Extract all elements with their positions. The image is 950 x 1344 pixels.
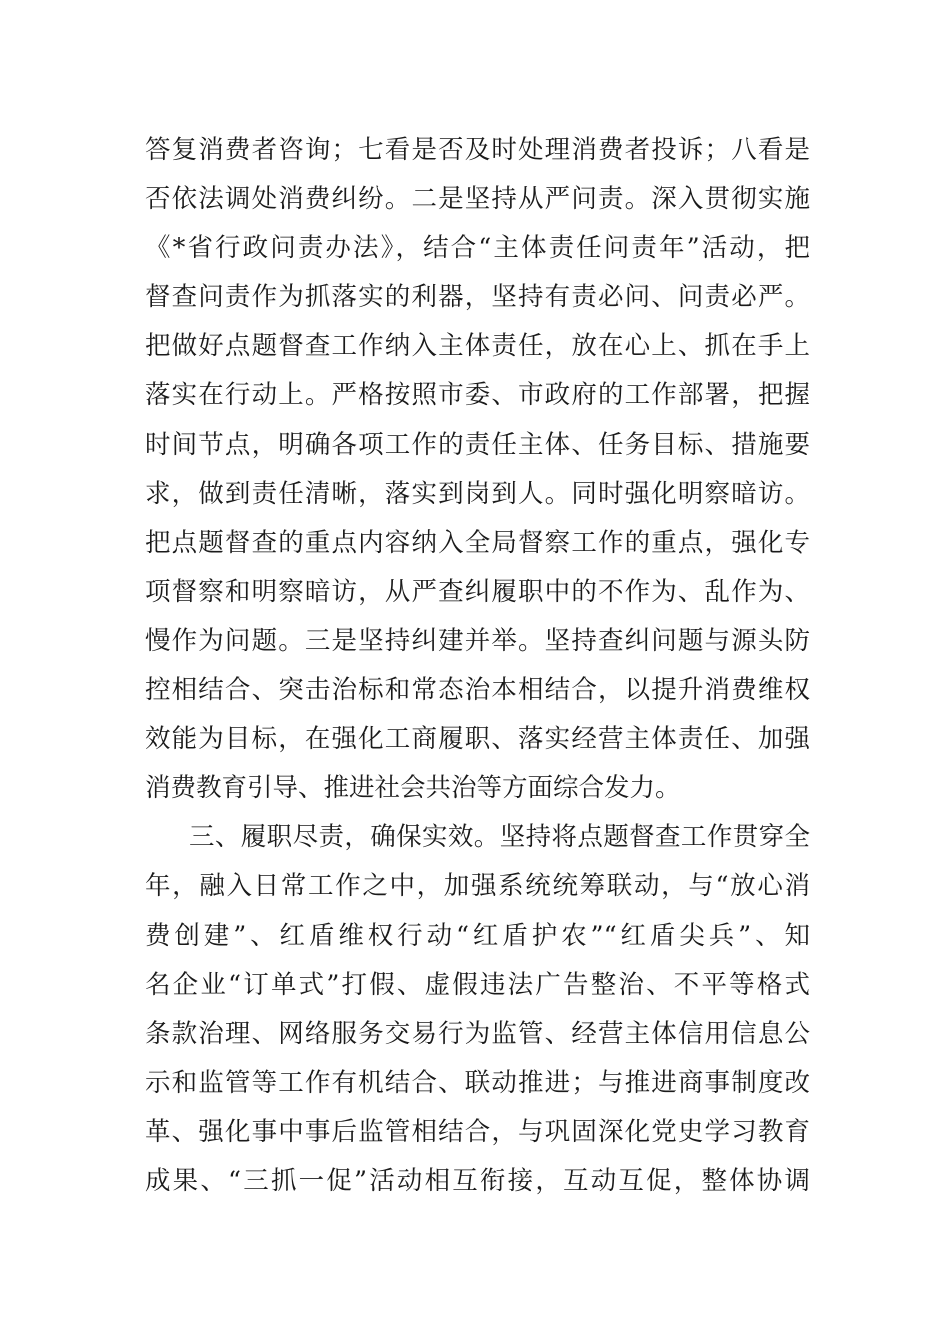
text-line: 成果、“三抓一促”活动相互衔接，互动互促，整体协调 [145, 1165, 810, 1196]
text-line: 示和监管等工作有机结合、联动推进；与推进商事制度改 [145, 1067, 810, 1098]
text-line: 督查问责作为抓落实的利器，坚持有责必问、问责必严。 [145, 282, 810, 313]
text-line: 效能为目标，在强化工商履职、落实经营主体责任、加强 [145, 724, 810, 755]
text-line: 《*省行政问责办法》，结合“主体责任问责年”活动，把 [145, 233, 810, 264]
text-line: 把做好点题督查工作纳入主体责任，放在心上、抓在手上 [145, 331, 810, 362]
body-text [145, 126, 810, 1206]
text-line: 项督察和明察暗访，从严查纠履职中的不作为、乱作为、 [145, 576, 810, 607]
text-line: 慢作为问题。三是坚持纠建并举。坚持查纠问题与源头防 [145, 625, 810, 656]
paragraph-end-line: 消费教育引导、推进社会共治等方面综合发力。 [145, 773, 681, 804]
text-line: 革、强化事中事后监管相结合，与巩固深化党史学习教育 [145, 1116, 810, 1147]
text-line: 年，融入日常工作之中，加强系统统筹联动，与“放心消 [145, 871, 810, 902]
paragraph-heading-line: 三、履职尽责，确保实效。坚持将点题督查工作贯穿全 [189, 822, 810, 853]
text-line: 控相结合、突击治标和常态治本相结合，以提升消费维权 [145, 675, 810, 706]
text-line: 落实在行动上。严格按照市委、市政府的工作部署，把握 [145, 380, 810, 411]
text-line: 否依法调处消费纠纷。二是坚持从严问责。深入贯彻实施 [145, 184, 810, 215]
text-line: 把点题督查的重点内容纳入全局督察工作的重点，强化专 [145, 527, 810, 558]
text-line: 条款治理、网络服务交易行为监管、经营主体信用信息公 [145, 1018, 810, 1049]
text-line: 答复消费者咨询；七看是否及时处理消费者投诉；八看是 [145, 135, 810, 165]
text-line: 时间节点，明确各项工作的责任主体、任务目标、措施要 [145, 429, 810, 460]
text-line: 求，做到责任清晰，落实到岗到人。同时强化明察暗访。 [145, 478, 810, 509]
text-line: 费创建”、红盾维权行动“红盾护农”“红盾尖兵”、知 [145, 920, 810, 951]
text-line: 名企业“订单式”打假、虚假违法广告整治、不平等格式 [145, 969, 810, 1000]
